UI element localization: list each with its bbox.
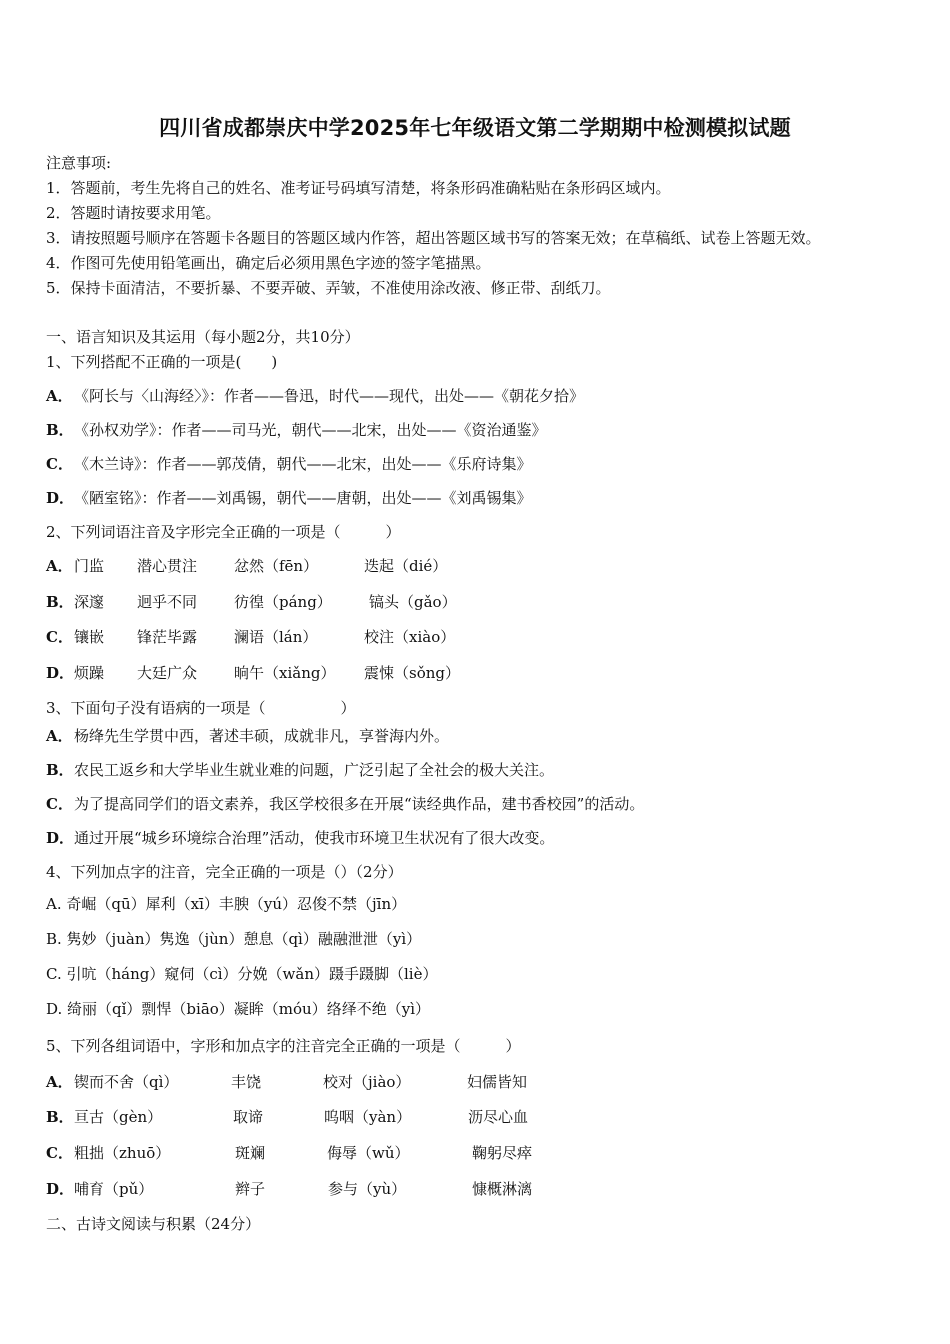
option-word: 大廷广众 bbox=[137, 664, 198, 682]
option-word: 参与（yù） bbox=[328, 1180, 407, 1198]
note-item: 2．答题时请按要求用笔。 bbox=[46, 204, 221, 222]
option-word: 彷徨（páng） bbox=[234, 593, 332, 611]
option-text: 为了提高同学们的语文素养，我区学校很多在开展“读经典作品，建书香校园”的活动。 bbox=[74, 795, 645, 813]
question-5-stem: 5、下列各组词语中，字形和加点字的注音完全正确的一项是（ ） bbox=[46, 1037, 521, 1055]
option-word: 门监 bbox=[74, 557, 105, 575]
option-letter: D． bbox=[46, 489, 75, 507]
option-word: 鞠躬尽瘁 bbox=[472, 1144, 533, 1162]
option-word: 深邃 bbox=[74, 593, 105, 611]
note-item: 5．保持卡面清洁，不要折暴、不要弄破、弄皱，不准使用涂改液、修正带、刮纸刀。 bbox=[46, 279, 611, 297]
option-text: 《阿长与〈山海经〉》：作者——鲁迅，时代——现代，出处——《朝花夕拾》 bbox=[74, 387, 585, 405]
option-word: 亘古（gèn） bbox=[74, 1108, 163, 1126]
option-letter: C． bbox=[46, 628, 73, 646]
option-word: 妇儒皆知 bbox=[467, 1073, 528, 1091]
section-heading-1: 一、语言知识及其运用（每小题2分，共10分） bbox=[46, 328, 360, 346]
option-word: 镶嵌 bbox=[74, 628, 105, 646]
option-text: 《孙权劝学》：作者——司马光，朝代——北宋，出处——《资治通鉴》 bbox=[74, 421, 547, 439]
option-letter: B． bbox=[46, 421, 74, 439]
question-4-option-d: D. 绮丽（qǐ）剽悍（biāo）凝眸（móu）络绎不绝（yì） bbox=[46, 1000, 430, 1018]
question-4-option-a: A. 奇崛（qū）犀利（xī）丰腴（yú）忍俊不禁（jīn） bbox=[46, 895, 407, 913]
question-3-option-d bbox=[46, 827, 554, 848]
option-word: 迭起（dié） bbox=[364, 557, 448, 575]
section-heading-2: 二、古诗文阅读与积累（24分） bbox=[46, 1215, 261, 1233]
option-text: 通过开展“城乡环境综合治理”活动，使我市环境卫生状况有了很大改变。 bbox=[74, 829, 555, 847]
option-word: 侮辱（wǔ） bbox=[327, 1144, 410, 1162]
option-letter: C． bbox=[46, 795, 73, 813]
option-word: 校对（jiào） bbox=[323, 1073, 411, 1091]
question-4-option-b: B. 隽妙（juàn）隽逸（jùn）憩息（qì）融融泄泄（yì） bbox=[46, 930, 422, 948]
option-letter: A． bbox=[46, 1073, 73, 1091]
option-letter: D． bbox=[46, 664, 75, 682]
question-3-option-c bbox=[46, 793, 644, 814]
option-word: 慷概淋漓 bbox=[472, 1180, 533, 1198]
option-word: 粗拙（zhuō） bbox=[74, 1144, 171, 1162]
option-word: 烦躁 bbox=[74, 664, 105, 682]
option-word: 忿然（fēn） bbox=[234, 557, 319, 575]
option-word: 澜语（lán） bbox=[234, 628, 318, 646]
option-letter: B． bbox=[46, 1108, 74, 1126]
option-word: 震悚（sǒng） bbox=[364, 664, 460, 682]
option-text: 农民工返乡和大学毕业生就业难的问题，广泛引起了全社会的极大关注。 bbox=[74, 761, 555, 779]
option-word: 辫子 bbox=[235, 1180, 266, 1198]
option-letter: A． bbox=[46, 557, 73, 575]
question-3-option-a bbox=[46, 725, 449, 746]
question-1-option-d bbox=[46, 487, 532, 508]
option-letter: C． bbox=[46, 1144, 73, 1162]
option-word: 斑斓 bbox=[235, 1144, 266, 1162]
option-letter: D． bbox=[46, 1180, 75, 1198]
option-word: 锋茫毕露 bbox=[137, 628, 198, 646]
question-1-option-a bbox=[46, 385, 584, 406]
note-item: 3．请按照题号顺序在答题卡各题目的答题区域内作答，超出答题区域书写的答案无效；在草稿纸、试卷上答题无效。 bbox=[46, 229, 821, 247]
notes-heading: 注意事项: bbox=[46, 154, 112, 172]
option-word: 镐头（gǎo） bbox=[369, 593, 457, 611]
option-word: 沥尽心血 bbox=[468, 1108, 529, 1126]
option-word: 哺育（pǔ） bbox=[74, 1180, 154, 1198]
option-letter: B． bbox=[46, 761, 74, 779]
question-4-stem: 4、下列加点字的注音，完全正确的一项是（）（2分） bbox=[46, 863, 403, 881]
question-3-stem: 3、下面句子没有语病的一项是（ ） bbox=[46, 699, 356, 717]
option-word: 晌午（xiǎng） bbox=[234, 664, 336, 682]
option-letter: A． bbox=[46, 387, 73, 405]
question-3-option-b bbox=[46, 759, 554, 780]
option-text: 《陋室铭》：作者——刘禹锡，朝代——唐朝，出处——《刘禹锡集》 bbox=[74, 489, 532, 507]
question-2-stem: 2、下列词语注音及字形完全正确的一项是（ ） bbox=[46, 523, 401, 541]
option-word: 潜心贯注 bbox=[137, 557, 198, 575]
page-title: 四川省成都崇庆中学2025年七年级语文第二学期期中检测模拟试题 bbox=[159, 116, 791, 140]
option-word: 锲而不舍（qì） bbox=[74, 1073, 179, 1091]
option-word: 校注（xiào） bbox=[364, 628, 456, 646]
option-word: 取谛 bbox=[233, 1108, 264, 1126]
option-letter: B． bbox=[46, 593, 74, 611]
question-1-stem: 1、下列搭配不正确的一项是( ) bbox=[46, 353, 278, 371]
question-1-option-b bbox=[46, 419, 547, 440]
option-letter: D． bbox=[46, 829, 75, 847]
option-letter: A． bbox=[46, 727, 73, 745]
question-1-option-c bbox=[46, 453, 532, 474]
option-word: 呜咽（yàn） bbox=[324, 1108, 412, 1126]
question-4-option-c: C. 引吭（háng）窥伺（cì）分娩（wǎn）蹑手蹑脚（liè） bbox=[46, 965, 438, 983]
note-item: 4．作图可先使用铅笔画出，确定后必须用黑色字迹的签字笔描黑。 bbox=[46, 254, 491, 272]
option-word: 丰饶 bbox=[231, 1073, 262, 1091]
note-item: 1．答题前，考生先将自己的姓名、准考证号码填写清楚，将条形码准确粘贴在条形码区域内。 bbox=[46, 179, 671, 197]
option-word: 迥乎不同 bbox=[137, 593, 198, 611]
option-letter: C． bbox=[46, 455, 73, 473]
option-text: 杨绛先生学贯中西，著述丰硕，成就非凡，享誉海内外。 bbox=[74, 727, 450, 745]
option-text: 《木兰诗》：作者——郭茂倩，朝代——北宋，出处——《乐府诗集》 bbox=[74, 455, 532, 473]
